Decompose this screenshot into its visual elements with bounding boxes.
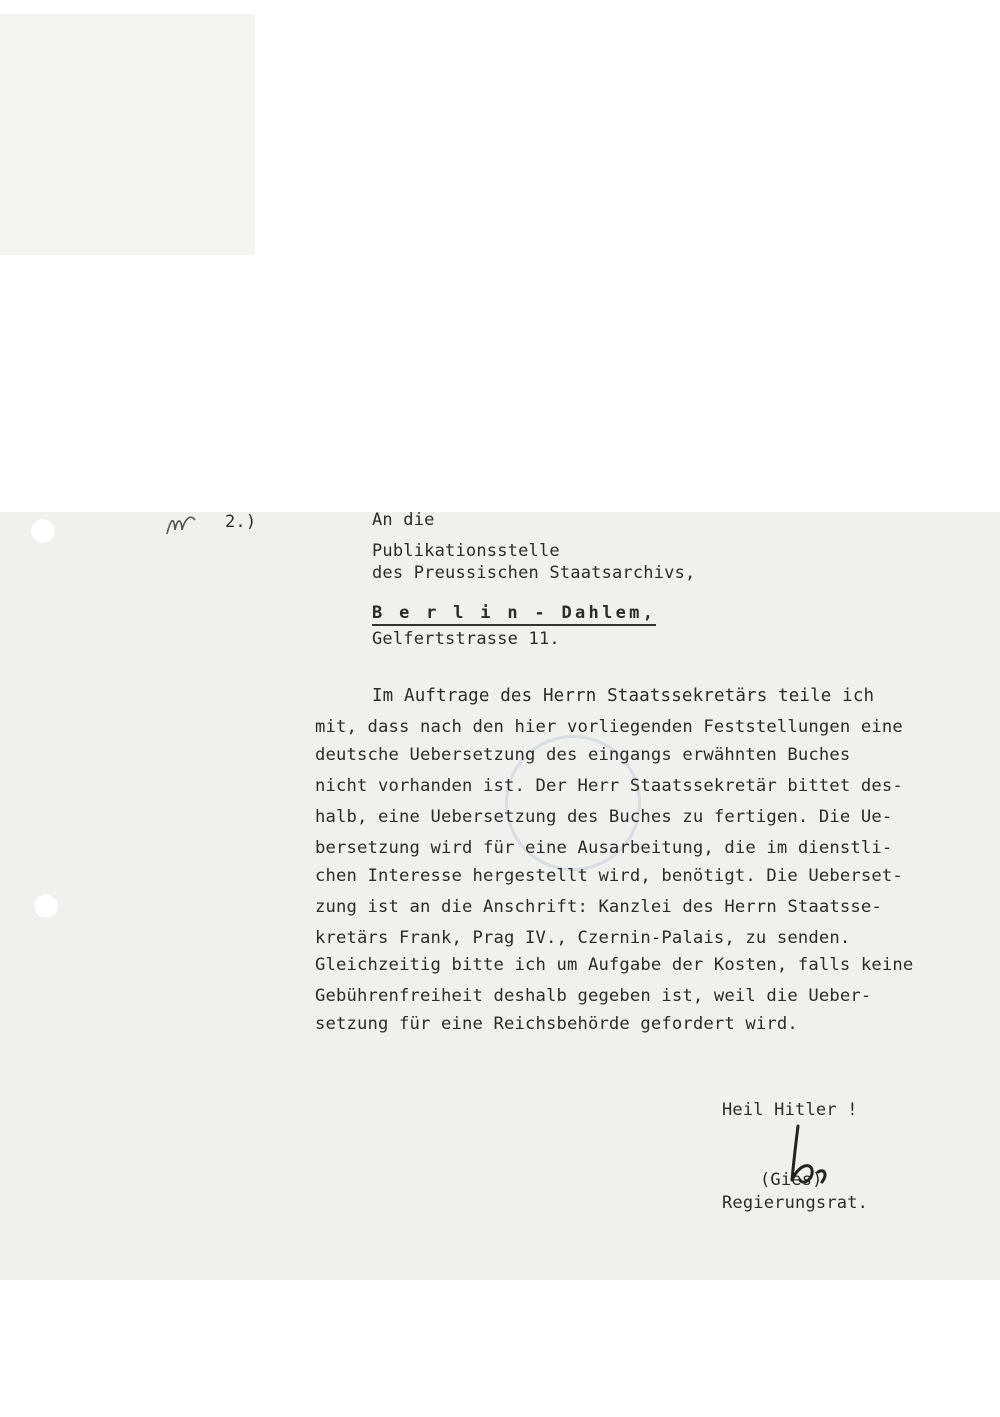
body-line-1: Im Auftrage des Herrn Staatssekretärs teile ich [372, 686, 875, 706]
body-line-3: deutsche Uebersetzung des eingangs erwähnten Buches [315, 745, 851, 765]
body-line-9: kretärs Frank, Prag IV., Czernin-Palais, zu senden. [315, 928, 851, 948]
signatory-title: Regierungsrat. [722, 1193, 869, 1213]
signatory-name: (Gies) [760, 1170, 823, 1190]
body-line-8: zung ist an die Anschrift: Kanzlei des Herrn Staatsse- [315, 897, 882, 917]
punch-hole-top [30, 518, 56, 544]
paper-fragment-top [0, 14, 255, 255]
item-number: 2.) [225, 512, 257, 532]
recipient-city: B e r l i n - Dahlem, [372, 603, 656, 626]
recipient-street: Gelfertstrasse 11. [372, 629, 560, 649]
punch-hole-bottom [33, 893, 59, 919]
handwritten-signature [780, 1122, 840, 1192]
recipient-line-3: des Preussischen Staatsarchivs, [372, 563, 696, 583]
recipient-line-2: Publikationsstelle [372, 541, 560, 561]
body-line-6: bersetzung wird für eine Ausarbeitung, die im dienstli- [315, 838, 893, 858]
body-line-4: nicht vorhanden ist. Der Herr Staatssekretär bittet des- [315, 776, 903, 796]
handwritten-mark [165, 508, 205, 538]
blank-area-right [768, 256, 1000, 512]
body-line-7: chen Interesse hergestellt wird, benötigt. Die Ueberset- [315, 866, 903, 886]
recipient-line-1: An die [372, 510, 435, 530]
body-line-5: halb, eine Uebersetzung des Buches zu fertigen. Die Ue- [315, 807, 893, 827]
closing-salutation: Heil Hitler ! [722, 1100, 858, 1120]
body-line-11: Gebührenfreiheit deshalb gegeben ist, weil die Ueber- [315, 986, 872, 1006]
body-line-10: Gleichzeitig bitte ich um Aufgabe der Kosten, falls keine [315, 955, 914, 975]
blank-area [0, 256, 768, 512]
body-line-12: setzung für eine Reichsbehörde gefordert wird. [315, 1014, 798, 1034]
body-line-2: mit, dass nach den hier vorliegenden Feststellungen eine [315, 717, 903, 737]
